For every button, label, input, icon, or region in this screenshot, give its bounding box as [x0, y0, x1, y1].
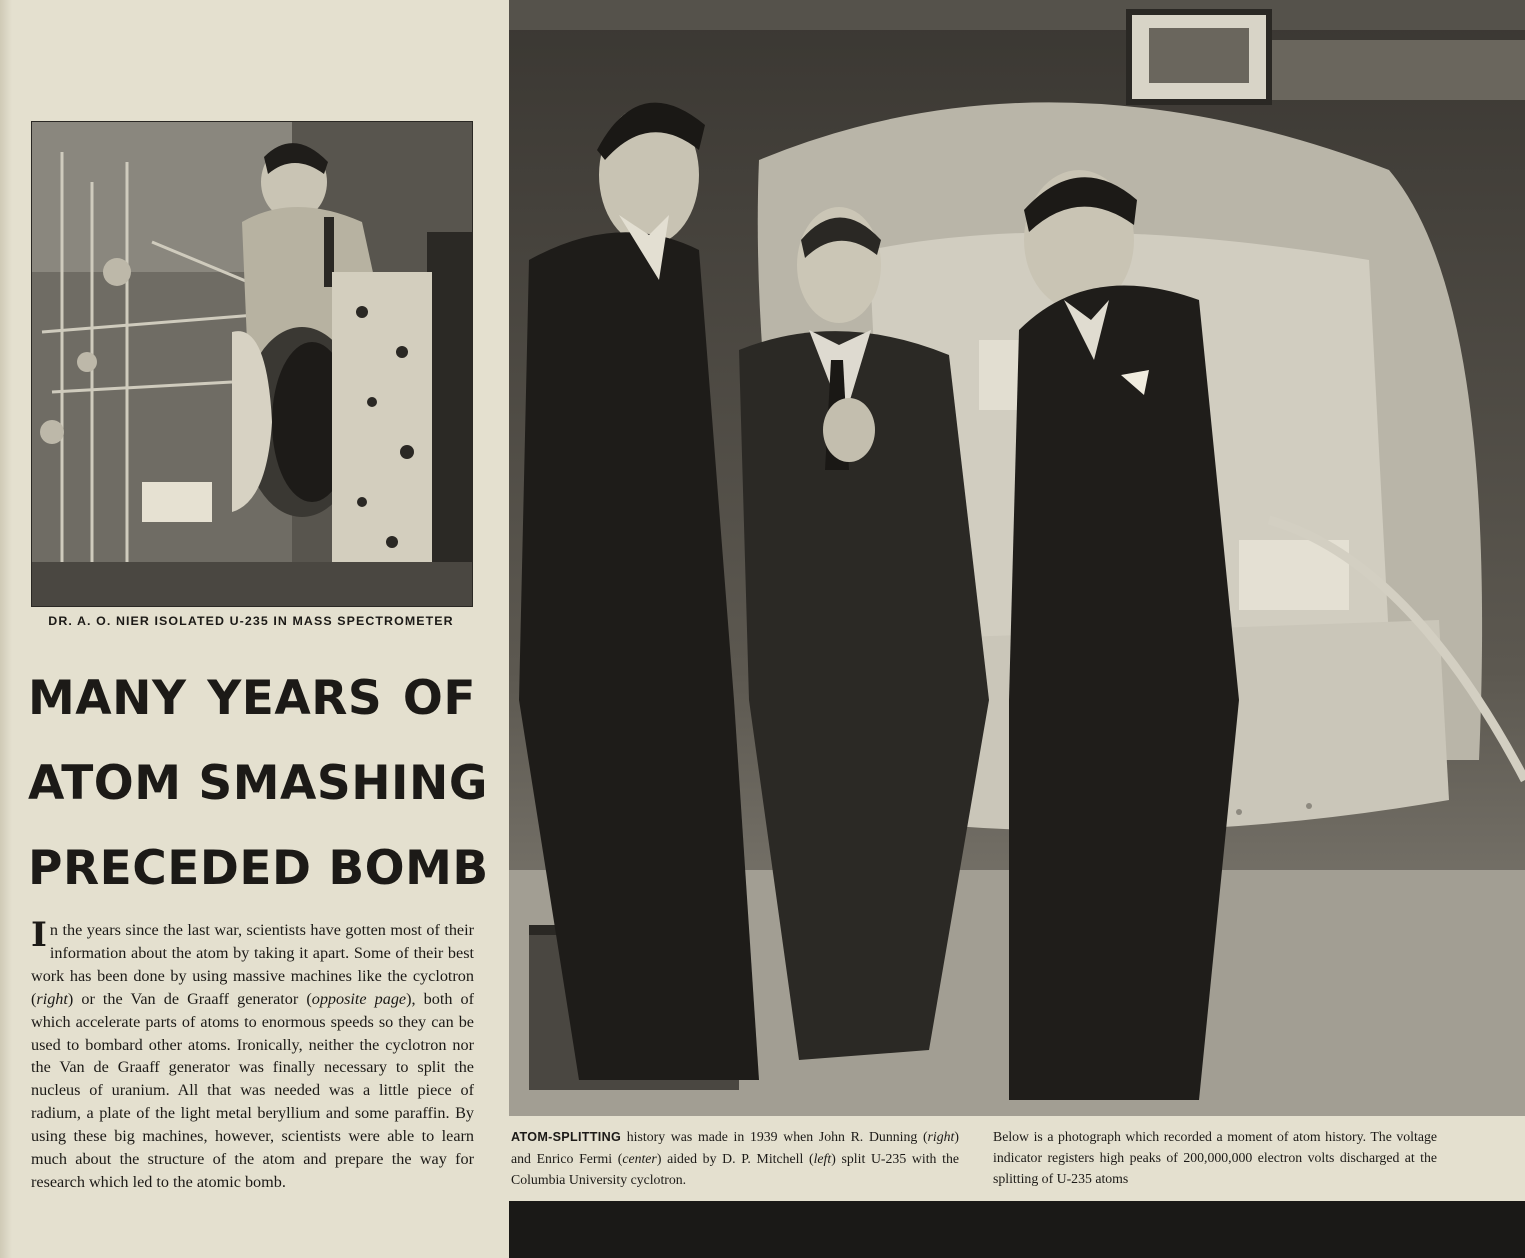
caption-part-1: history was made in 1939 when John R. Dunning ( [621, 1129, 928, 1144]
caption-left: left [813, 1151, 832, 1166]
voltage-indicator-photo [509, 1201, 1525, 1258]
caption-center: center [622, 1151, 657, 1166]
article-body-part-1: n the years since the last war, scientists have gotten most of their information about the atom by taking it apart. Some of their best work has been done by using massive machines like the cyclotron ( [31, 921, 474, 1008]
article-body-part-2: ) or the Van de Graaff generator ( [67, 989, 312, 1008]
headline [28, 656, 489, 911]
nier-photo-caption: DR. A. O. NIER ISOLATED U-235 IN MASS SPECTROMETER [48, 614, 454, 628]
caption-part-3: ) aided by D. P. Mitchell ( [656, 1151, 814, 1166]
cyclotron-photo-caption [511, 1126, 959, 1190]
article-body [31, 915, 474, 1194]
drop-cap: I [31, 915, 47, 955]
headline-line-3: PRECEDED BOMB [28, 841, 489, 896]
caption-lead: ATOM-SPLITTING [511, 1130, 622, 1144]
article-body-right: right [36, 989, 68, 1008]
page-fold-shadow [0, 0, 12, 1258]
cyclotron-scientists-photo [509, 0, 1525, 1116]
voltage-photo-caption: Below is a photograph which recorded a moment of atom history. The voltage indicator registers high peaks of 200,000,000 electron volts discharged at the splitting of U-235 atoms [993, 1129, 1437, 1186]
article-body-part-3: ), both of which accelerate parts of atoms to enormous speeds so they can be used to bombard other atoms. Ironically, neither the cyclotron nor the Van de Graaff generator was finally necessary to split the nucleus of uranium. All that was needed was a little piece of radium, a plate of the light metal beryllium and some paraffin. By using these big machines, however, scientists were able to learn much about the structure of the atom and prepare the way for research which led to the atomic bomb. [31, 989, 474, 1191]
caption-part-4: ) split U-235 with the Columbia University cyclotron. [511, 1151, 959, 1187]
article-body-opposite-page: opposite page [311, 989, 407, 1008]
caption-part-2: ) and Enrico Fermi ( [511, 1129, 959, 1166]
headline-line-2: ATOM SMASHING [28, 756, 488, 811]
caption-right: right [927, 1129, 955, 1144]
nier-mass-spectrometer-photo [31, 121, 473, 607]
headline-line-1: MANY YEARS OF [28, 671, 476, 726]
